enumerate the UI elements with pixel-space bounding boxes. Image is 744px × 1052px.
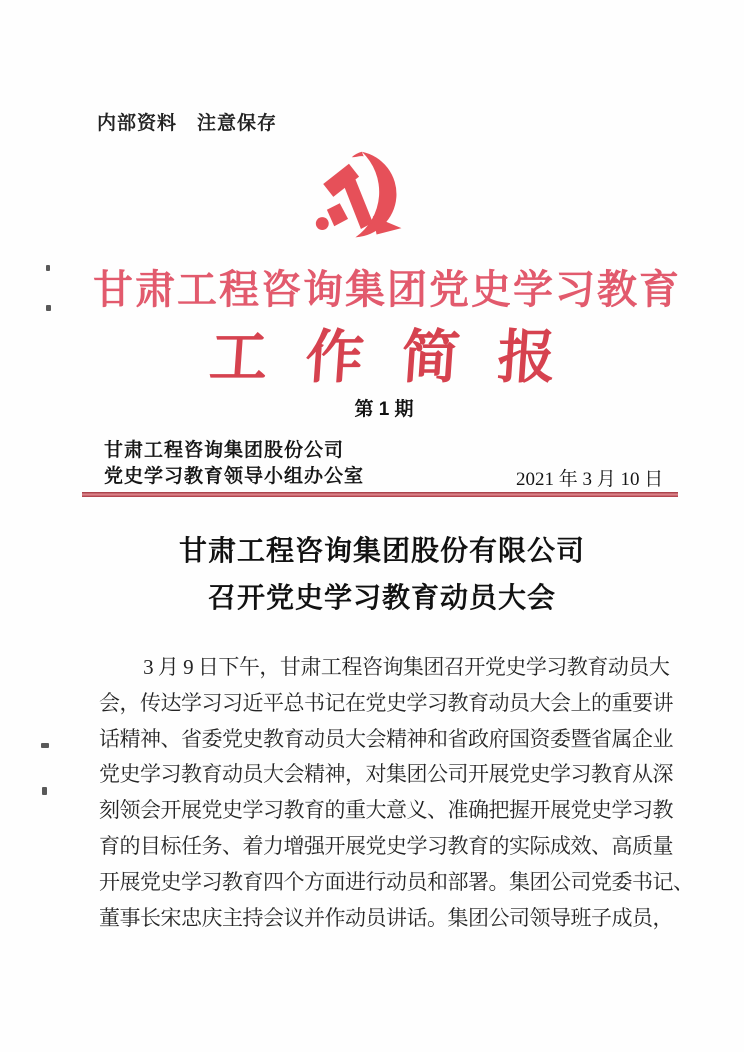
body-line: 会，传达学习习近平总书记在党史学习教育动员大会上的重要讲 (99, 690, 673, 715)
issue-number: 第 1 期 (354, 399, 414, 420)
article-body (99, 650, 694, 936)
scan-artifact (46, 305, 51, 311)
body-line: 董事长宋忠庆主持会议并作动员讲话。集团公司领导班子成员， (99, 905, 673, 930)
internal-notice: 内部资料 注意保存 (97, 113, 278, 134)
issue-date: 2021 年 3 月 10 日 (516, 469, 664, 490)
bulletin-title-text: 工作简报 (207, 325, 596, 390)
issuer-block (104, 438, 364, 490)
masthead-org-title: 甘肃工程咨询集团党史学习教育 (93, 268, 681, 312)
body-line: 3 月 9 日下午，甘肃工程咨询集团召开党史学习教育动员大 (143, 655, 670, 679)
party-emblem-icon (314, 148, 406, 242)
body-line: 话精神、省委党史教育动员大会精神和省政府国资委暨省属企业 (99, 726, 673, 751)
article-title-line1: 甘肃工程咨询集团股份有限公司 (178, 535, 585, 566)
body-line: 育的目标任务、着力增强开展党史学习教育的实际成效、高质量 (99, 833, 673, 858)
scan-artifact (46, 265, 50, 271)
body-line: 开展党史学习教育四个方面进行动员和部署。集团公司党委书记、 (99, 869, 694, 894)
body-line: 刻领会开展党史学习教育的重大意义、准确把握开展党史学习教 (99, 798, 673, 823)
issuer-name-line1: 甘肃工程咨询集团股份公司 (104, 440, 345, 461)
body-line: 党史学习教育动员大会精神，对集团公司开展党史学习教育从深 (99, 762, 673, 787)
bulletin-title (0, 310, 744, 394)
issuer-name-line2: 党史学习教育领导小组办公室 (104, 466, 365, 487)
article-title-line2: 召开党史学习教育动员大会 (207, 582, 556, 613)
scan-artifact (42, 787, 47, 795)
masthead-divider (82, 492, 678, 497)
scan-artifact (41, 743, 49, 748)
